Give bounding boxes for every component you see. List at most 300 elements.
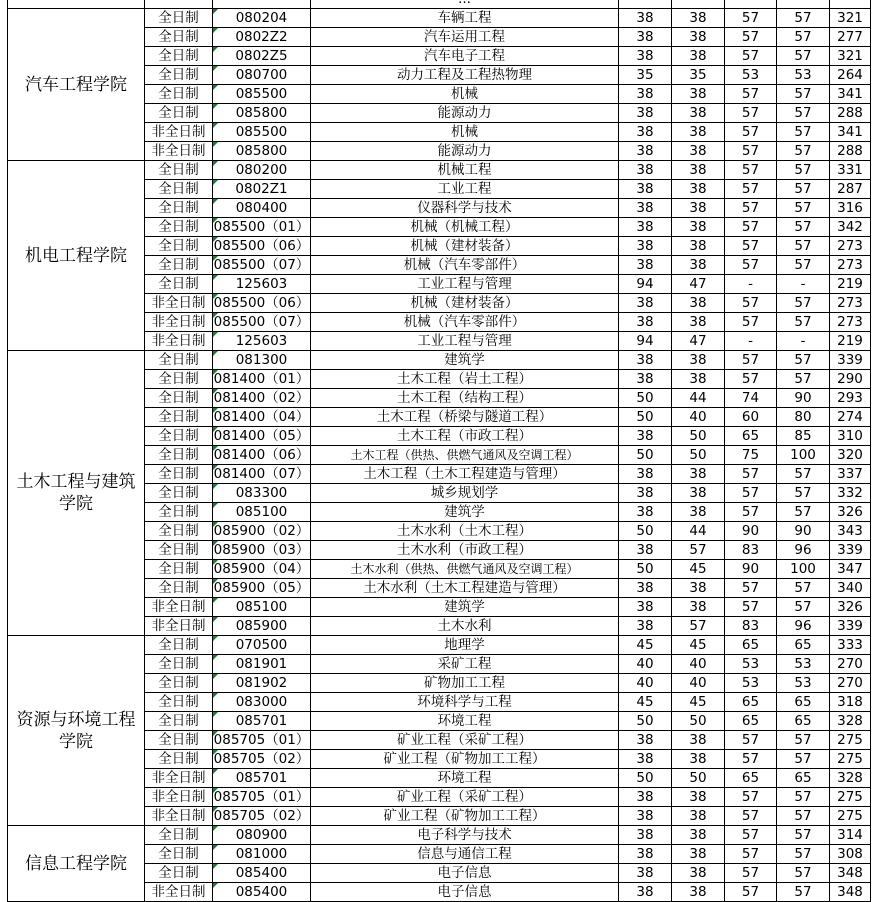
course2-score-cell: 57 (777, 218, 830, 237)
politics-score-cell: 38 (619, 427, 672, 446)
course2-score-cell: 57 (777, 294, 830, 313)
study-mode-cell: 全日制 (145, 256, 213, 275)
course2-score-cell: 80 (777, 408, 830, 427)
english-score-cell: 38 (672, 218, 725, 237)
major-name-cell: 汽车电子工程 (311, 47, 619, 66)
major-code-cell: 085701 (213, 769, 311, 788)
course2-score-cell: 57 (777, 9, 830, 28)
major-code-cell: 081400（01） (213, 371, 310, 387)
course1-score-cell: 74 (725, 389, 777, 408)
course2-score-cell: 57 (777, 579, 830, 598)
major-name-cell: 机械 (311, 85, 619, 104)
english-score-cell: 38 (672, 237, 725, 256)
total-score-cell: 348 (830, 864, 871, 883)
major-name-cell: 土木水利（土木工程） (311, 522, 619, 541)
major-code-cell: 085900（03） (213, 542, 310, 558)
course1-score-cell: 57 (725, 313, 777, 332)
politics-score-cell: 38 (619, 142, 672, 161)
major-code-cell: 085900（04） (213, 561, 310, 577)
course2-score-cell: 53 (777, 66, 830, 85)
total-score-cell: 332 (830, 484, 871, 503)
politics-score-cell: 38 (619, 617, 672, 636)
course1-score-cell: 57 (725, 503, 777, 522)
major-name-cell: 土木工程（供热、供燃气通风及空调工程） (311, 446, 619, 465)
major-code-cell: 081901 (213, 655, 311, 674)
course1-score-cell: 53 (725, 66, 777, 85)
course1-score-cell: 65 (725, 693, 777, 712)
course2-score-cell: 65 (777, 636, 830, 655)
major-code-cell: 0802Z2 (213, 28, 311, 47)
major-name-cell: 电子信息 (311, 864, 619, 883)
study-mode-cell: 非全日制 (145, 807, 213, 826)
english-score-cell: 38 (672, 788, 725, 807)
course2-score-cell: 57 (777, 484, 830, 503)
politics-score-cell: 38 (619, 9, 672, 28)
major-code-cell: 085400 (213, 883, 311, 902)
english-score-cell: 38 (672, 142, 725, 161)
total-score-cell: 318 (830, 693, 871, 712)
major-code-cell: 080200 (213, 161, 311, 180)
english-score-cell: 44 (672, 522, 725, 541)
course2-score-cell: 100 (777, 560, 830, 579)
politics-score-cell: 38 (619, 123, 672, 142)
politics-score-cell: 94 (619, 332, 672, 351)
study-mode-cell: 全日制 (145, 655, 213, 674)
english-score-cell: 44 (672, 389, 725, 408)
course1-score-cell: 57 (725, 579, 777, 598)
politics-score-cell: 50 (619, 408, 672, 427)
study-mode-cell: 全日制 (145, 237, 213, 256)
course2-score-cell: 57 (777, 731, 830, 750)
major-code-cell: 085100 (213, 598, 311, 617)
total-score-cell: 339 (830, 617, 871, 636)
major-code-cell: 085500（06） (213, 238, 310, 254)
major-name-cell: 矿业工程（矿物加工工程） (311, 750, 619, 769)
total-score-cell: 341 (830, 85, 871, 104)
total-score-cell: 316 (830, 199, 871, 218)
course1-score-cell: 57 (725, 218, 777, 237)
total-score-cell: 288 (830, 142, 871, 161)
course1-score-cell: - (725, 275, 777, 294)
major-code-cell: 0802Z1 (213, 180, 311, 199)
course2-score-cell: 57 (777, 142, 830, 161)
major-name-cell: 建筑学 (311, 503, 619, 522)
course1-score-cell: 57 (725, 123, 777, 142)
english-score-cell: 38 (672, 484, 725, 503)
major-name-cell: 建筑学 (311, 351, 619, 370)
course1-score-cell: 57 (725, 161, 777, 180)
english-score-cell: 38 (672, 28, 725, 47)
major-name-cell: 机械（汽车零部件） (311, 313, 619, 332)
total-score-cell: 273 (830, 313, 871, 332)
politics-score-cell: 38 (619, 313, 672, 332)
course1-score-cell: - (725, 332, 777, 351)
major-name-cell: 土木工程（市政工程） (311, 427, 619, 446)
major-name-cell (311, 0, 619, 9)
english-score-cell: 38 (672, 598, 725, 617)
study-mode-cell: 非全日制 (145, 598, 213, 617)
major-name-cell: 土木工程（结构工程） (311, 389, 619, 408)
study-mode-cell: 全日制 (145, 826, 213, 845)
course1-score-cell: 65 (725, 636, 777, 655)
total-score-cell: 277 (830, 28, 871, 47)
english-score-cell: 38 (672, 123, 725, 142)
study-mode-cell: 全日制 (145, 579, 213, 598)
course1-score-cell: 57 (725, 864, 777, 883)
english-score-cell: 38 (672, 750, 725, 769)
study-mode-cell: 全日制 (145, 750, 213, 769)
course1-score-cell: 57 (725, 807, 777, 826)
course1-score-cell: 53 (725, 655, 777, 674)
major-code-cell: 085800 (213, 104, 311, 123)
english-score-cell: 50 (672, 769, 725, 788)
study-mode-cell: 全日制 (145, 408, 213, 427)
total-score-cell: 320 (830, 446, 871, 465)
course1-score-cell: 57 (725, 47, 777, 66)
course2-score-cell: 57 (777, 161, 830, 180)
total-score-cell: 273 (830, 256, 871, 275)
course2-score-cell: 57 (777, 807, 830, 826)
study-mode-cell: 全日制 (145, 66, 213, 85)
study-mode-cell: 全日制 (145, 161, 213, 180)
major-code-cell: 085900 (213, 617, 311, 636)
major-code-cell: 083000 (213, 693, 311, 712)
course2-score-cell: 96 (777, 541, 830, 560)
major-name-cell: 环境工程 (311, 712, 619, 731)
course2-score-cell: 57 (777, 370, 830, 389)
major-name-cell: 矿业工程（采矿工程） (311, 788, 619, 807)
major-code-cell: 085400 (213, 864, 311, 883)
english-score-cell: 38 (672, 807, 725, 826)
course2-score-cell: 57 (777, 598, 830, 617)
total-score-cell: 339 (830, 351, 871, 370)
politics-score-cell: 38 (619, 161, 672, 180)
study-mode-cell: 全日制 (145, 674, 213, 693)
total-score-cell: 275 (830, 807, 871, 826)
politics-score-cell: 38 (619, 294, 672, 313)
major-name-cell: 土木水利（市政工程） (311, 541, 619, 560)
english-score-cell: 38 (672, 47, 725, 66)
total-score-cell: 310 (830, 427, 871, 446)
course2-score-cell: 57 (777, 465, 830, 484)
study-mode-cell: 全日制 (145, 864, 213, 883)
course1-score-cell: 57 (725, 598, 777, 617)
study-mode-cell: 全日制 (145, 636, 213, 655)
major-name-cell: 城乡规划学 (311, 484, 619, 503)
english-score-cell: 38 (672, 370, 725, 389)
major-name-cell: 土木工程（土木工程建造与管理） (311, 465, 619, 484)
english-score-cell: 38 (672, 85, 725, 104)
english-score-cell: 50 (672, 446, 725, 465)
major-code-cell: 085705（01） (213, 732, 310, 748)
total-score-cell: 331 (830, 161, 871, 180)
english-score-cell: 38 (672, 503, 725, 522)
major-code-cell: 125603 (213, 275, 311, 294)
table-row (8, 826, 871, 845)
major-code-cell: 080204 (213, 9, 311, 28)
study-mode-cell: 全日制 (145, 503, 213, 522)
study-mode-cell: 全日制 (145, 28, 213, 47)
major-code-cell: 081902 (213, 674, 311, 693)
course1-score-cell: 57 (725, 180, 777, 199)
course2-score-cell: 53 (777, 674, 830, 693)
major-code-cell: 080700 (213, 66, 311, 85)
course1-score-cell: 57 (725, 370, 777, 389)
college-name-cell (8, 0, 145, 9)
course2-score-cell: 57 (777, 85, 830, 104)
course2-score-cell: 57 (777, 256, 830, 275)
major-code-cell: 085500（01） (213, 219, 310, 235)
total-score-cell: 275 (830, 750, 871, 769)
major-name-cell: 汽车运用工程 (311, 28, 619, 47)
major-name-cell: 土木水利（供热、供燃气通风及空调工程） (311, 560, 619, 579)
major-code-cell: 085500 (213, 85, 311, 104)
course2-score-cell: 57 (777, 864, 830, 883)
total-score-cell: 337 (830, 465, 871, 484)
major-name-cell: 电子科学与技术 (311, 826, 619, 845)
study-mode-cell: 非全日制 (145, 769, 213, 788)
course1-score-cell: 57 (725, 484, 777, 503)
major-name-cell: 车辆工程 (311, 9, 619, 28)
total-score-cell: 273 (830, 294, 871, 313)
total-score-cell: 270 (830, 655, 871, 674)
course2-score-cell: 65 (777, 712, 830, 731)
total-score-cell: 333 (830, 636, 871, 655)
total-score-cell: 287 (830, 180, 871, 199)
course2-score-cell: - (777, 332, 830, 351)
major-name-cell: 动力工程及工程热物理 (311, 66, 619, 85)
politics-score-cell: 45 (619, 636, 672, 655)
course2-score-cell: - (777, 275, 830, 294)
politics-score-cell: 38 (619, 256, 672, 275)
major-code-cell: 085500（07） (213, 257, 310, 273)
total-score-cell: 340 (830, 579, 871, 598)
total-score-cell: 321 (830, 47, 871, 66)
politics-score-cell: 38 (619, 199, 672, 218)
major-code-cell (213, 0, 311, 9)
politics-score-cell: 38 (619, 465, 672, 484)
course1-score-cell: 83 (725, 617, 777, 636)
course1-score-cell: 57 (725, 465, 777, 484)
study-mode-cell: 全日制 (145, 427, 213, 446)
politics-score-cell: 38 (619, 503, 672, 522)
english-score-cell: 38 (672, 883, 725, 902)
course2-score-cell: 57 (777, 28, 830, 47)
politics-score-cell (619, 0, 672, 9)
major-name-cell: 工业工程与管理 (311, 332, 619, 351)
politics-score-cell: 35 (619, 66, 672, 85)
major-name-cell: 机械 (311, 123, 619, 142)
politics-score-cell: 38 (619, 85, 672, 104)
politics-score-cell: 50 (619, 769, 672, 788)
politics-score-cell: 38 (619, 541, 672, 560)
study-mode-cell: 全日制 (145, 845, 213, 864)
english-score-cell: 38 (672, 579, 725, 598)
major-name-cell: 环境工程 (311, 769, 619, 788)
course1-score-cell: 57 (725, 9, 777, 28)
course1-score-cell: 75 (725, 446, 777, 465)
total-score-cell: 219 (830, 275, 871, 294)
study-mode-cell: 非全日制 (145, 883, 213, 902)
course2-score-cell: 90 (777, 389, 830, 408)
course1-score-cell: 57 (725, 731, 777, 750)
major-code-cell: 085900（02） (213, 523, 310, 539)
total-score-cell: 308 (830, 845, 871, 864)
study-mode-cell: 全日制 (145, 275, 213, 294)
study-mode-cell: 全日制 (145, 446, 213, 465)
total-score-cell (830, 0, 871, 9)
english-score-cell: 57 (672, 617, 725, 636)
course1-score-cell: 90 (725, 560, 777, 579)
politics-score-cell: 38 (619, 47, 672, 66)
politics-score-cell: 38 (619, 845, 672, 864)
course1-score-cell: 65 (725, 427, 777, 446)
course2-score-cell (777, 0, 830, 9)
major-name-cell: 工业工程 (311, 180, 619, 199)
politics-score-cell: 40 (619, 674, 672, 693)
course2-score-cell: 57 (777, 180, 830, 199)
study-mode-cell: 非全日制 (145, 313, 213, 332)
major-code-cell: 0802Z5 (213, 47, 311, 66)
course1-score-cell: 57 (725, 750, 777, 769)
english-score-cell: 38 (672, 864, 725, 883)
major-name-cell: 矿业工程（采矿工程） (311, 731, 619, 750)
major-name-cell: 机械（机械工程） (311, 218, 619, 237)
major-name-cell: 采矿工程 (311, 655, 619, 674)
major-name-cell: 工业工程与管理 (311, 275, 619, 294)
course1-score-cell: 57 (725, 142, 777, 161)
english-score-cell: 40 (672, 408, 725, 427)
score-table-container (7, 0, 871, 902)
study-mode-cell: 非全日制 (145, 617, 213, 636)
politics-score-cell: 38 (619, 750, 672, 769)
study-mode-cell: 全日制 (145, 104, 213, 123)
total-score-cell: 290 (830, 370, 871, 389)
major-code-cell: 085705（01） (213, 789, 310, 805)
total-score-cell: 328 (830, 712, 871, 731)
major-name-cell: 土木水利（土木工程建造与管理） (311, 579, 619, 598)
course1-score-cell: 90 (725, 522, 777, 541)
total-score-cell: 293 (830, 389, 871, 408)
major-code-cell: 081400（06） (213, 447, 310, 463)
politics-score-cell: 50 (619, 712, 672, 731)
study-mode-cell: 非全日制 (145, 788, 213, 807)
course2-score-cell: 57 (777, 750, 830, 769)
major-name-cell: 土木工程（岩土工程） (311, 370, 619, 389)
major-name-cell: 仪器科学与技术 (311, 199, 619, 218)
politics-score-cell: 50 (619, 389, 672, 408)
major-code-cell: 085701 (213, 712, 311, 731)
major-code-cell: 085500（07） (213, 314, 310, 330)
english-score-cell: 40 (672, 674, 725, 693)
politics-score-cell: 38 (619, 579, 672, 598)
english-score-cell: 38 (672, 180, 725, 199)
total-score-cell: 273 (830, 237, 871, 256)
course2-score-cell: 57 (777, 826, 830, 845)
politics-score-cell: 38 (619, 237, 672, 256)
course2-score-cell: 57 (777, 237, 830, 256)
english-score-cell: 57 (672, 541, 725, 560)
total-score-cell: 342 (830, 218, 871, 237)
major-code-cell: 081400（05） (213, 428, 310, 444)
major-code-cell: 081400（04） (213, 409, 310, 425)
total-score-cell: 275 (830, 788, 871, 807)
course1-score-cell: 57 (725, 788, 777, 807)
major-name-cell: 机械（汽车零部件） (311, 256, 619, 275)
english-score-cell: 40 (672, 655, 725, 674)
major-name-cell: 土木工程（桥梁与隧道工程） (311, 408, 619, 427)
politics-score-cell: 38 (619, 28, 672, 47)
politics-score-cell: 38 (619, 484, 672, 503)
course1-score-cell: 60 (725, 408, 777, 427)
total-score-cell: 219 (830, 332, 871, 351)
study-mode-cell: 全日制 (145, 541, 213, 560)
course2-score-cell: 57 (777, 199, 830, 218)
study-mode-cell: 全日制 (145, 85, 213, 104)
study-mode-cell: 全日制 (145, 560, 213, 579)
table-row (8, 636, 871, 655)
english-score-cell: 47 (672, 275, 725, 294)
major-code-cell: 085100 (213, 503, 311, 522)
course2-score-cell: 57 (777, 104, 830, 123)
english-score-cell: 38 (672, 9, 725, 28)
course2-score-cell: 53 (777, 655, 830, 674)
college-name-cell: 机电工程学院 (8, 161, 145, 351)
politics-score-cell: 50 (619, 560, 672, 579)
politics-score-cell: 38 (619, 883, 672, 902)
major-name-cell: 矿业工程（矿物加工工程） (311, 807, 619, 826)
course2-score-cell: 57 (777, 503, 830, 522)
politics-score-cell: 50 (619, 446, 672, 465)
study-mode-cell: 全日制 (145, 731, 213, 750)
study-mode-cell: 非全日制 (145, 332, 213, 351)
course1-score-cell: 57 (725, 351, 777, 370)
course1-score-cell: 57 (725, 28, 777, 47)
course2-score-cell: 85 (777, 427, 830, 446)
politics-score-cell: 40 (619, 655, 672, 674)
major-code-cell: 083300 (213, 484, 311, 503)
course1-score-cell: 57 (725, 199, 777, 218)
politics-score-cell: 38 (619, 864, 672, 883)
english-score-cell: 38 (672, 826, 725, 845)
politics-score-cell: 38 (619, 598, 672, 617)
study-mode-cell: 全日制 (145, 47, 213, 66)
english-score-cell: 50 (672, 427, 725, 446)
table-row (8, 351, 871, 370)
major-code-cell: 085800 (213, 142, 311, 161)
major-name-cell: 机械（建材装备） (311, 237, 619, 256)
english-score-cell: 45 (672, 560, 725, 579)
total-score-cell: 328 (830, 769, 871, 788)
politics-score-cell: 38 (619, 218, 672, 237)
study-mode-cell: 全日制 (145, 465, 213, 484)
total-score-cell: 275 (830, 731, 871, 750)
total-score-cell: 288 (830, 104, 871, 123)
total-score-cell: 314 (830, 826, 871, 845)
table-row (8, 161, 871, 180)
course1-score-cell: 57 (725, 845, 777, 864)
study-mode-cell: 全日制 (145, 712, 213, 731)
total-score-cell: 274 (830, 408, 871, 427)
english-score-cell (672, 0, 725, 9)
table-row (8, 9, 871, 28)
major-name-cell: 机械（建材装备） (311, 294, 619, 313)
study-mode-cell: 全日制 (145, 370, 213, 389)
english-score-cell: 38 (672, 731, 725, 750)
table-row (8, 0, 871, 9)
major-name-cell: 地理学 (311, 636, 619, 655)
college-name-cell: 汽车工程学院 (8, 9, 145, 161)
